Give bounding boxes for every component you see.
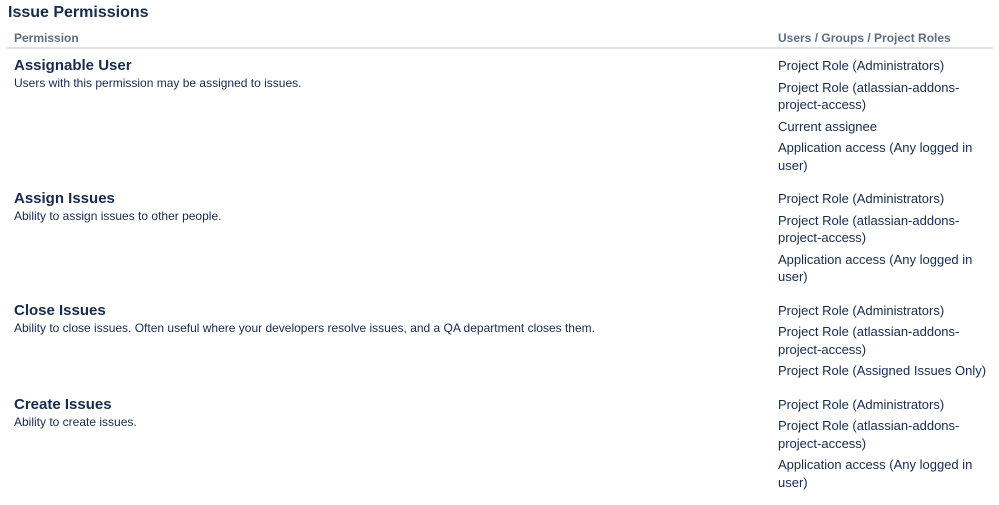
grant-entry: Current assignee xyxy=(778,118,877,134)
permission-grants-cell xyxy=(778,302,993,380)
grant-entry: Project Role (atlassian-addons-project-access) xyxy=(778,79,960,112)
permission-name: Assign Issues xyxy=(14,190,115,207)
permission-row xyxy=(7,294,993,388)
permission-description: Ability to create issues. xyxy=(14,414,137,429)
table-header-row xyxy=(7,31,993,49)
permission-cell xyxy=(7,190,778,286)
grant-entry: Project Role (atlassian-addons-project-access) xyxy=(778,212,960,245)
permission-name: Create Issues xyxy=(14,395,112,413)
permission-grants-cell xyxy=(778,190,993,286)
permission-row xyxy=(7,49,993,182)
grant-entry: Project Role (Administrators) xyxy=(778,396,945,412)
grant-entry: Project Role (Administrators) xyxy=(778,58,945,73)
permission-grants-cell xyxy=(778,57,993,174)
permission-cell xyxy=(7,302,778,380)
permissions-table-body xyxy=(7,49,993,499)
grant-entry: Application access (Any logged in user) xyxy=(778,251,973,284)
permission-grants-cell xyxy=(778,396,993,492)
grant-entry: Project Role (Administrators) xyxy=(778,302,945,318)
column-header-permission: Permission xyxy=(14,31,79,45)
grant-entry: Project Role (atlassian-addons-project-access) xyxy=(778,418,960,451)
permission-description: Users with this permission may be assigned to issues. xyxy=(14,76,302,90)
permission-row xyxy=(7,388,993,500)
permission-description: Ability to assign issues to other people. xyxy=(14,209,222,223)
grant-entry: Project Role (atlassian-addons-project-access) xyxy=(778,324,960,357)
permission-description: Ability to close issues. Often useful where your developers resolve issues, and a QA department closes them. xyxy=(14,320,595,335)
grant-entry: Application access (Any logged in user) xyxy=(778,457,973,490)
column-header-users-groups-roles: Users / Groups / Project Roles xyxy=(778,31,951,45)
permission-name: Assignable User xyxy=(14,57,132,74)
permission-row xyxy=(7,182,993,294)
grant-entry: Application access (Any logged in user) xyxy=(778,140,973,173)
grant-entry: Project Role (Administrators) xyxy=(778,191,945,206)
permission-name: Close Issues xyxy=(14,301,106,319)
permission-cell xyxy=(7,396,778,492)
grant-entry: Project Role (Assigned Issues Only) xyxy=(778,363,987,378)
page-title: Issue Permissions xyxy=(8,4,149,21)
permission-cell xyxy=(7,57,778,174)
